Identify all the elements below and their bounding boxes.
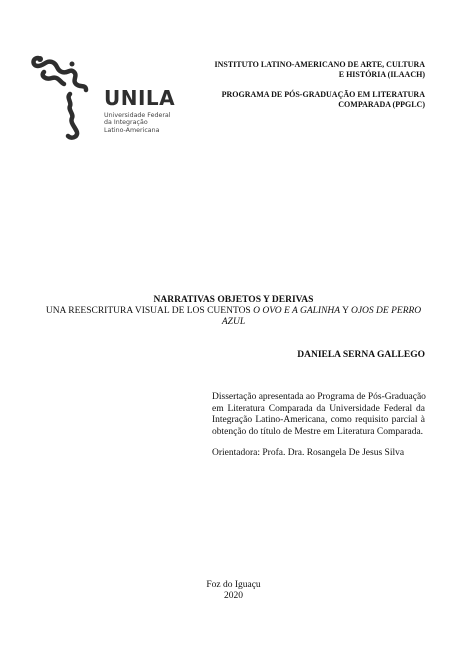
subtitle-line-1	[20, 306, 447, 317]
unila-logo	[30, 50, 180, 150]
subtitle-conjunction: Y	[340, 306, 351, 316]
program-heading	[195, 90, 425, 110]
work-title-2: OJOS DE PERRO	[350, 306, 422, 316]
place: Foz do Iguaçu	[206, 580, 261, 590]
program-line: COMPARADA (PPGLC)	[338, 100, 425, 109]
logo-wordmark: UNILA	[104, 86, 176, 110]
logo-subtitle	[104, 112, 184, 134]
logo-subtitle-line: da Integração	[104, 119, 148, 127]
unila-emblem-icon	[30, 50, 105, 145]
advisor-line: Orientadora: Profa. Dra. Rosangela De Jesus Silva	[212, 448, 405, 458]
note-line: obtenção do título de Mestre em Literatura Comparada.	[212, 426, 424, 437]
institute-line: E HISTÓRIA (ILAACH)	[338, 70, 425, 79]
dissertation-note	[212, 392, 425, 438]
year: 2020	[224, 591, 243, 601]
note-line: Dissertação apresentada ao Programa de Pós-Graduação	[212, 392, 426, 402]
note-line: em Literatura Comparada da Universidade Federal da	[212, 403, 425, 414]
note-line: Integração Latino-Americana, como requisito parcial à	[212, 415, 425, 425]
institute-line: INSTITUTO LATINO-AMERICANO DE ARTE, CULTURA	[214, 60, 425, 69]
program-line: PROGRAMA DE PÓS-GRADUAÇÃO EM LITERATURA	[221, 90, 425, 99]
subtitle-prefix: UNA REESCRITURA VISUAL DE LOS CUENTOS	[45, 306, 254, 316]
author-name: DANIELA SERNA GALLEGO	[297, 350, 425, 360]
logo-subtitle-line: Latino-Americana	[104, 126, 160, 134]
work-title-2-end: AZUL	[221, 317, 246, 327]
institute-heading	[195, 60, 425, 80]
thesis-subtitle	[20, 306, 447, 328]
subtitle-line-2	[20, 317, 447, 328]
logo-subtitle-line: Universidade Federal	[104, 112, 171, 119]
thesis-title: NARRATIVAS OBJETOS Y DERIVAS	[153, 295, 314, 305]
work-title-1: O OVO E A GALINHA	[253, 306, 341, 316]
